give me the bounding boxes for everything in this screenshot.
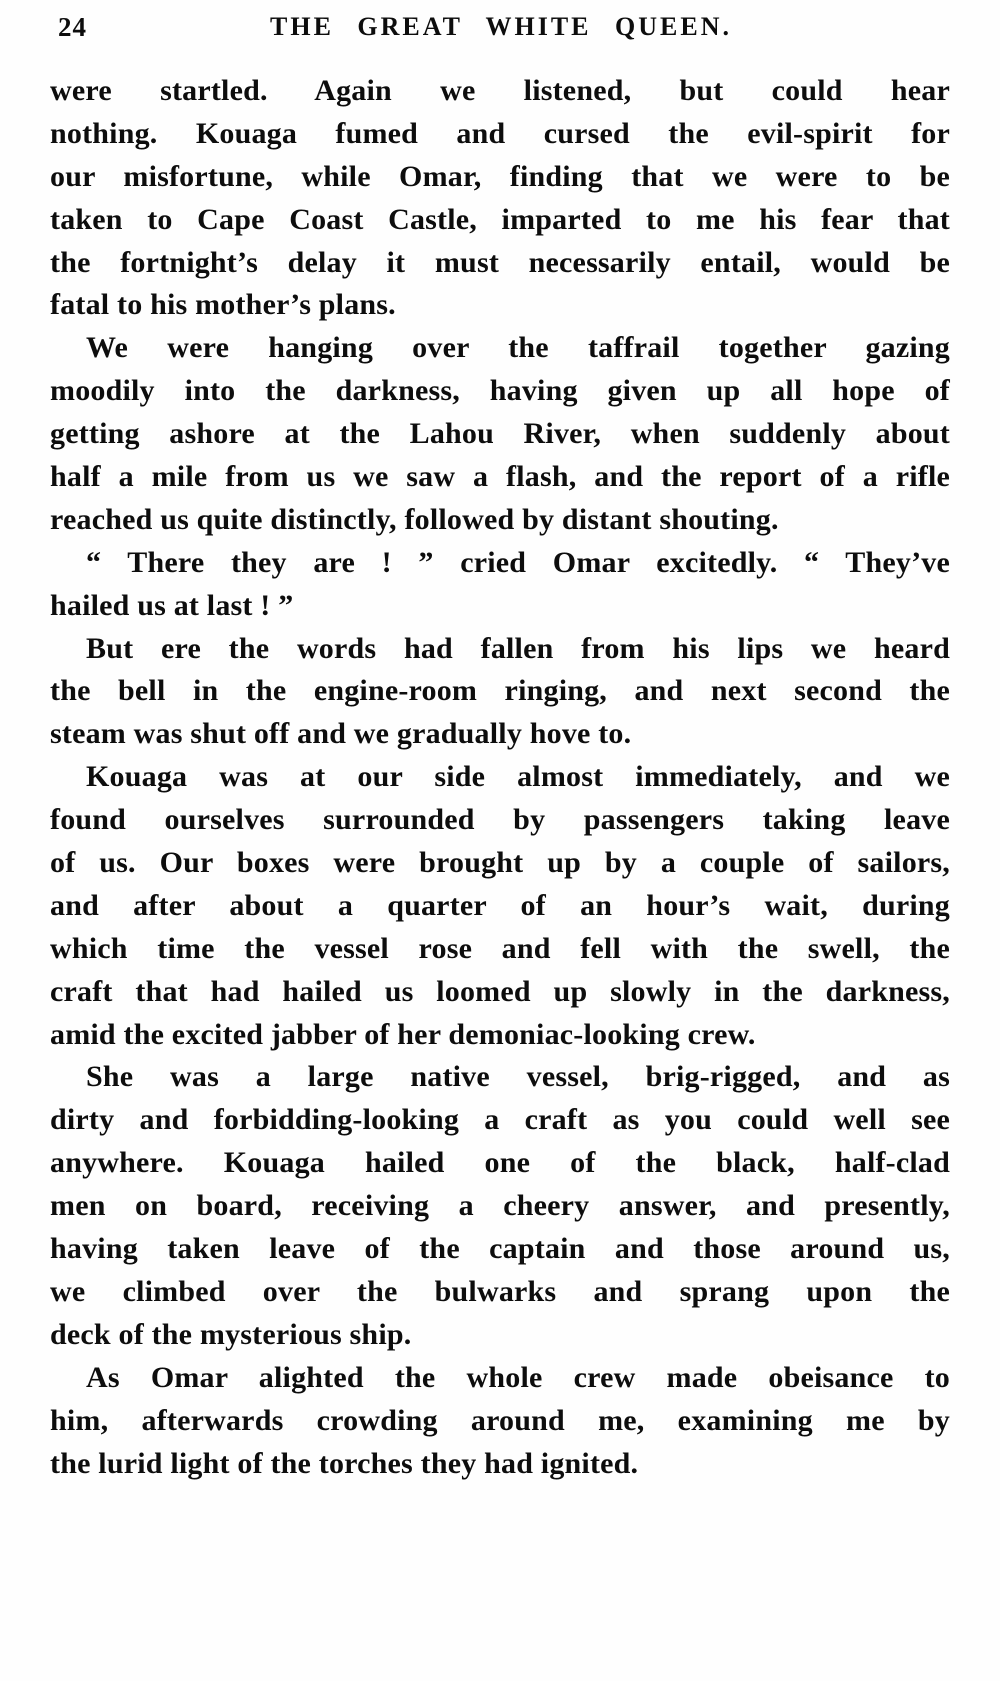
paragraph [50,1357,950,1486]
text-line: But ere the words had fallen from his lips we heard [86,631,950,665]
text-line: our misfortune, while Omar, finding that we were to be [50,159,950,193]
page-header [0,6,1000,46]
text-line: of us. Our boxes were brought up by a couple of sailors, [50,846,950,880]
paragraph [50,542,950,628]
running-title: THE GREAT WHITE QUEEN. [270,12,732,41]
page-number: 24 [58,12,87,42]
paragraph [50,327,950,541]
text-line: found ourselves surrounded by passengers taking leave [50,803,950,837]
text-line: steam was shut off and we gradually hove to. [50,717,632,751]
text-line: having taken leave of the captain and those around us, [50,1232,950,1266]
text-line: and after about a quarter of an hour’s wait, during [50,888,950,922]
text-line: As Omar alighted the whole crew made obeisance to [86,1360,950,1394]
text-line: She was a large native vessel, brig-rigged, and as [86,1060,950,1094]
paragraph [50,1056,950,1356]
text-line: the fortnight’s delay it must necessarily entail, would be [50,245,950,279]
text-line: moodily into the darkness, having given up all hope of [50,374,950,408]
text-line: were startled. Again we listened, but could hear [50,74,950,107]
text-line: getting ashore at the Lahou River, when suddenly about [50,417,950,451]
text-line: taken to Cape Coast Castle, imparted to me his fear that [50,202,950,236]
text-line: Kouaga was at our side almost immediately, and we [86,760,950,794]
text-line: the bell in the engine-room ringing, and next second the [50,674,950,708]
text-line: fatal to his mother’s plans. [50,288,396,322]
paragraph [50,756,950,1056]
text-line: We were hanging over the taffrail together gazing [86,331,950,365]
text-line: “ There they are ! ” cried Omar excitedly. “ They’ve [86,545,950,579]
text-line: amid the excited jabber of her demoniac-looking crew. [50,1017,756,1051]
text-line: reached us quite distinctly, followed by distant shouting. [50,502,779,536]
text-line: nothing. Kouaga fumed and cursed the evil-spirit for [50,116,950,150]
text-line: craft that had hailed us loomed up slowly in the darkness, [50,974,950,1008]
text-line: men on board, receiving a cheery answer, and presently, [50,1189,950,1223]
text-line: hailed us at last ! ” [50,588,294,622]
body-text [50,70,950,1485]
paragraph [50,70,950,327]
paragraph [50,628,950,757]
text-line: we climbed over the bulwarks and sprang upon the [50,1274,950,1308]
text-line: half a mile from us we saw a flash, and the report of a rifle [50,460,950,494]
text-line: him, afterwards crowding around me, examining me by [50,1403,950,1437]
text-line: the lurid light of the torches they had ignited. [50,1446,639,1480]
text-line: dirty and forbidding-looking a craft as you could well see [50,1103,950,1137]
text-line: deck of the mysterious ship. [50,1317,412,1351]
text-line: anywhere. Kouaga hailed one of the black, half-clad [50,1146,950,1180]
text-line: which time the vessel rose and fell with the swell, the [50,931,950,965]
